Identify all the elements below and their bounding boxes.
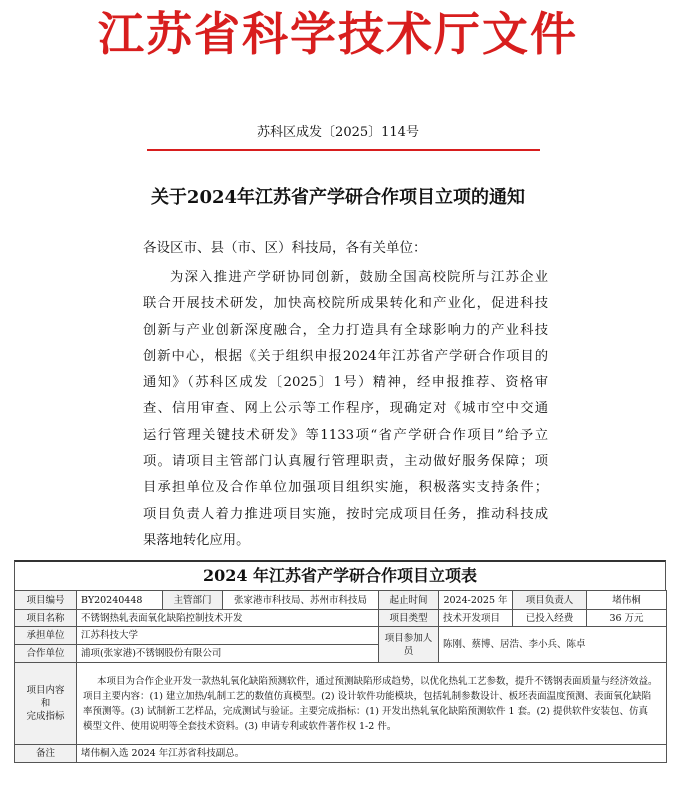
department-value: 张家港市科技局、苏州市科技局: [223, 591, 379, 610]
unit-value: 江苏科技大学: [77, 627, 379, 645]
funding-label: 已投入经费: [513, 610, 587, 627]
project-no-label: 项目编号: [15, 591, 77, 610]
body-line: 为深入推进产学研协同创新，鼓励全国高校院所与江苏企业: [170, 270, 548, 285]
partner-label: 合作单位: [15, 645, 77, 663]
project-type-label: 项目类型: [379, 610, 439, 627]
table-title: 2024 年江苏省产学研合作项目立项表: [14, 560, 666, 590]
content-line: 率预测等。(3) 试制新工艺样品，完成测试与验证。主要完成指标：(1) 开发出热轧氧化缺陷预测软件 1 套。(2) 提供软件安装包、仿真: [83, 705, 649, 717]
body-line: 联合开展技术研发，加快高校院所成果转化和产业化，促进科技: [143, 296, 548, 312]
body-line: 项目负责人着力推进项目实施，按时完成项目任务，推动科技成: [143, 506, 548, 522]
notice-body: [143, 265, 548, 554]
content-line: 项目主要内容：(1) 建立加热/轧制工艺的数值仿真模型。(2) 设计软件功能模块，包括轧制参数设计、板坯表面温度预测、表面氧化缺陷: [83, 690, 652, 702]
body-line: 目承担单位及合作单位加强项目组织实施，积极落实支持条件；: [143, 480, 548, 496]
leader-label: 项目负责人: [513, 591, 587, 610]
document-number: 苏科区成发〔2025〕114号: [257, 125, 419, 140]
content-line: 模型文件、使用说明等全套技术资料。(3) 申请专利或软件著作权 1-2 件。: [83, 720, 397, 732]
department-label: 主管部门: [163, 591, 223, 610]
content-label-part: 完成指标: [26, 711, 65, 722]
unit-label: 承担单位: [15, 627, 77, 645]
body-line: 查、信用审查、网上公示等工作程序，现确定对《城市空中交通: [143, 401, 548, 417]
notice-title: 关于2024年江苏省产学研合作项目立项的通知: [150, 187, 526, 208]
table-row: [15, 663, 667, 745]
red-divider-line: [147, 149, 540, 151]
body-line: 创新与产业创新深度融合，全力打造具有全球影响力的产业科技: [143, 322, 548, 338]
funding-value: 36 万元: [587, 610, 667, 627]
content-line: 本项目为合作企业开发一款热轧氧化缺陷预测软件，通过预测缺陷形成趋势，以优化热轧工艺参数，提升不锈钢表面质量与经济效益。: [97, 675, 658, 687]
table-row: [15, 591, 667, 610]
body-line: 果落地转化应用。: [143, 532, 250, 548]
project-table: [14, 590, 667, 763]
body-line: 通知》（苏科区成发〔2025〕1号）精神，经申报推荐、资格审: [143, 375, 548, 391]
partner-value: 浦项(张家港)不锈钢股份有限公司: [77, 645, 379, 663]
remark-label: 备注: [15, 745, 77, 763]
body-line: 项。请项目主管部门认真履行管理职责，主动做好服务保障；项: [143, 454, 548, 470]
content-value: [77, 663, 667, 745]
remark-value: 堵伟桐入选 2024 年江苏省科技副总。: [77, 745, 667, 763]
salutation: 各设区市、县（市、区）科技局，各有关单位：: [143, 240, 427, 256]
table-row: [15, 610, 667, 627]
members-value: 陈刚、蔡博、居浩、李小兵、陈卓: [439, 627, 667, 663]
content-label: [15, 663, 77, 745]
body-line: 运行管理关键技术研发》等1133项“省产学研合作项目”给予立: [143, 427, 548, 443]
members-label: 项目参加人员: [379, 627, 439, 663]
leader-value: 堵伟桐: [587, 591, 667, 610]
project-type-value: 技术开发项目: [439, 610, 513, 627]
start-time-label: 起止时间: [379, 591, 439, 610]
start-time-value: 2024-2025 年: [439, 591, 513, 610]
project-name-value: 不锈钢热轧表面氧化缺陷控制技术开发: [77, 610, 379, 627]
project-no-value: BY20240448: [77, 591, 163, 610]
agency-masthead: 江苏省科学技术厅文件: [98, 7, 578, 61]
table-row: [15, 745, 667, 763]
content-label-part: 和: [40, 698, 51, 709]
project-name-label: 项目名称: [15, 610, 77, 627]
table-row: [15, 627, 667, 645]
content-label-part: 项目内容: [26, 685, 65, 696]
body-line: 创新中心，根据《关于组织申报2024年江苏省产学研合作项目的: [143, 348, 548, 364]
